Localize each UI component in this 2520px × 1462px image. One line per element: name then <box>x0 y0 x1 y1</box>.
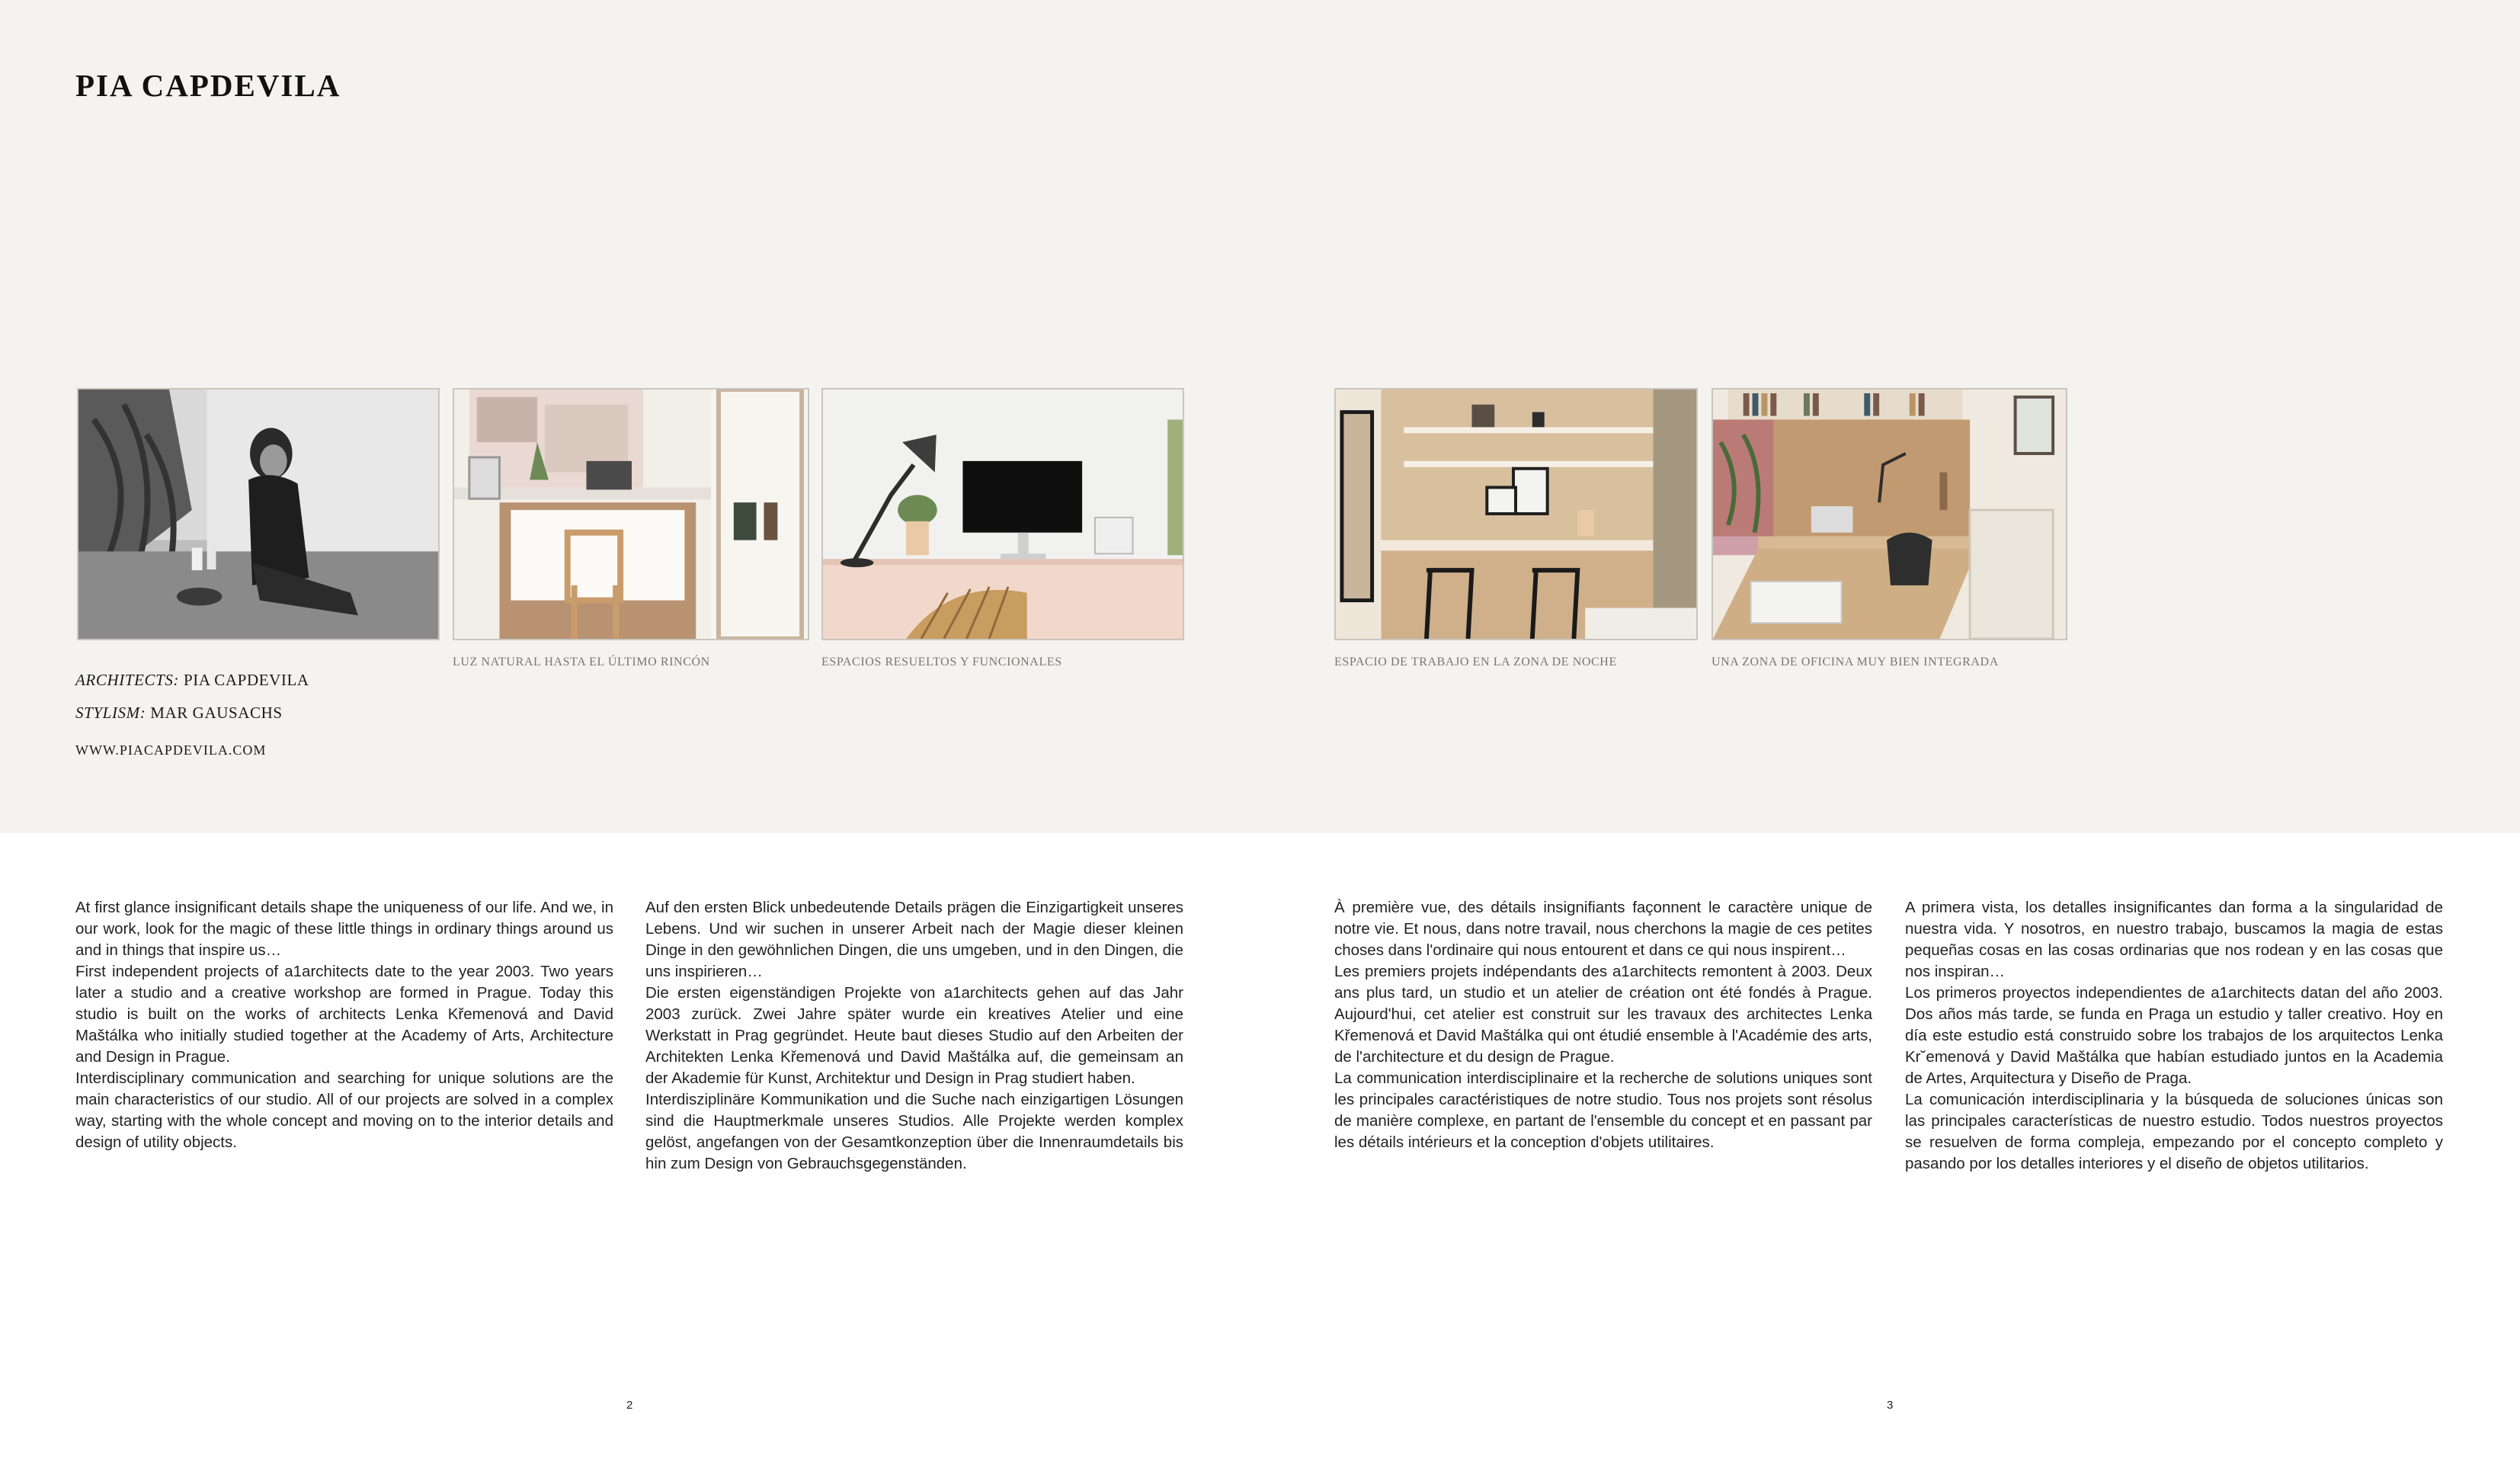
portrait-image <box>78 390 438 639</box>
photo-double-workspace <box>1334 388 1698 640</box>
paragraph: Les premiers projets indépendants des a1architects remontent à 2003. Deux ans plus tard, un studio et un atelier de création ont été fondés à Prague. Aujourd'hui, cet atelier est construit sur les travaux des architectes Lenka Křemenová et David Maštálka qui ont étudié ensemble à l'Académie des arts, de l'architecture et du design de Prague. <box>1334 963 1872 1066</box>
paragraph: Interdisziplinäre Kommunikation und die Suche nach einzigartigen Lösungen sind die Hauptmerkmale unseres Studios. Alle Projekte werden komplex gelöst, angefangen von der Gesamtkonzeption über die Innenraumdetails bis hin zum Design von Gebrauchsgegenständen. <box>645 1091 1183 1172</box>
architects-label: ARCHITECTS: <box>75 671 180 689</box>
website-link[interactable]: WWW.PIACAPDEVILA.COM <box>75 742 267 758</box>
integrated-office-image <box>1713 390 2066 639</box>
photo-portrait <box>77 388 440 640</box>
paragraph: At first glance insignificant details shape the uniqueness of our life. And we, in our work, look for the magic of these little things in ordinary things around us and in things that inspire us… <box>75 899 613 959</box>
paragraph: Interdisciplinary communication and searching for unique solutions are the main characteristics of our studio. All of our projects are solved in a complex way, starting with the whole concept and moving on to the interior details and design of utility objects. <box>75 1069 613 1151</box>
desk-lamp-image <box>823 390 1183 639</box>
caption-integrated-office: UNA ZONA DE OFICINA MUY BIEN INTEGRADA <box>1711 656 1999 668</box>
architects-value: PIA CAPDEVILA <box>183 671 309 689</box>
paragraph: Los primeros proyectos independientes de a1architects datan del año 2003. Dos años más tarde, se funda en Praga un estudio y taller creativo. Hoy en día este estudio está construido sobre los trabajos de los arquitectos Lenka Kr˘emenová y David Maštálka que habían estudiado juntos en la Academia de Artes, Arquitectura y Diseño de Praga. <box>1905 984 2443 1087</box>
caption-desk-lamp: ESPACIOS RESUELTOS Y FUNCIONALES <box>821 656 1062 668</box>
text-column-de <box>645 897 1183 1175</box>
page-number-left: 2 <box>626 1399 633 1412</box>
caption-desk-window: LUZ NATURAL HASTA EL ÚLTIMO RINCÓN <box>453 656 710 668</box>
photo-integrated-office <box>1711 388 2067 640</box>
paragraph: À première vue, des détails insignifiants façonnent le caractère unique de notre vie. Et nous, dans notre travail, nous cherchons la magie de ces petites choses dans l'ordinaire qui nous entourent et dans ce qui nous inspirent… <box>1334 899 1872 959</box>
desk-window-image <box>454 390 808 639</box>
page-number-right: 3 <box>1887 1399 1894 1412</box>
paragraph: La comunicación interdisciplinaria y la búsqueda de soluciones únicas son las principales características de nuestro estudio. Todos nuestros proyectos se resuelven de forma compleja, empezando por el concepto completo y pasando por los detalles interiores y el diseño de objetos utilitarios. <box>1905 1091 2443 1172</box>
paragraph: La communication interdisciplinaire et la recherche de solutions uniques sont les principales caractéristiques de notre studio. Tous nos projets sont résolus de manière complexe, en partant de l'ensemble du concept et en passant par les détails intérieurs et la conception d'objets utilitaires. <box>1334 1069 1872 1151</box>
photo-desk-window <box>453 388 809 640</box>
stylism-label: STYLISM: <box>75 704 146 722</box>
photo-desk-lamp <box>821 388 1184 640</box>
paragraph: Auf den ersten Blick unbedeutende Details prägen die Einzigartigkeit unseres Lebens. Und wir suchen in unserer Arbeit nach der Magie dieser kleinen Dinge in den gewöhnlichen Dingen, die uns umgeben, und in den Dingen, die uns inspirieren… <box>645 899 1183 980</box>
paragraph: A primera vista, los detalles insignificantes dan forma a la singularidad de nuestra vida. Y nosotros, en nuestro trabajo, buscamos la magia de estas pequeñas cosas en las cosas ordinarias que nos rodean y en las cosas que nos inspiran… <box>1905 899 2443 980</box>
paragraph: First independent projects of a1architects date to the year 2003. Two years later a studio and a creative workshop are formed in Prague. Today this studio is built on the works of architects Lenka Křemenová and David Maštálka who initially studied together at the Academy of Arts, Architecture and Design in Prague. <box>75 963 613 1066</box>
stylism-value: MAR GAUSACHS <box>150 704 283 722</box>
text-column-en <box>75 897 613 1153</box>
credit-stylism <box>75 704 283 723</box>
caption-double-workspace: ESPACIO DE TRABAJO EN LA ZONA DE NOCHE <box>1334 656 1617 668</box>
paragraph: Die ersten eigenständigen Projekte von a1architects gehen auf das Jahr 2003 zurück. Zwei Jahre später wurde ein kreatives Atelier und eine Werkstatt in Prag gegründet. Heute baut dieses Studio auf den Arbeiten der Architekten Lenka Křemenová und David Maštálka auf, die gemeinsam an der Akademie für Kunst, Architektur und Design in Prag studiert haben. <box>645 984 1183 1087</box>
credit-architects <box>75 671 309 690</box>
text-column-fr <box>1334 897 1872 1153</box>
text-column-es <box>1905 897 2443 1175</box>
double-workspace-image <box>1336 390 1696 639</box>
page-title: PIA CAPDEVILA <box>75 68 341 103</box>
